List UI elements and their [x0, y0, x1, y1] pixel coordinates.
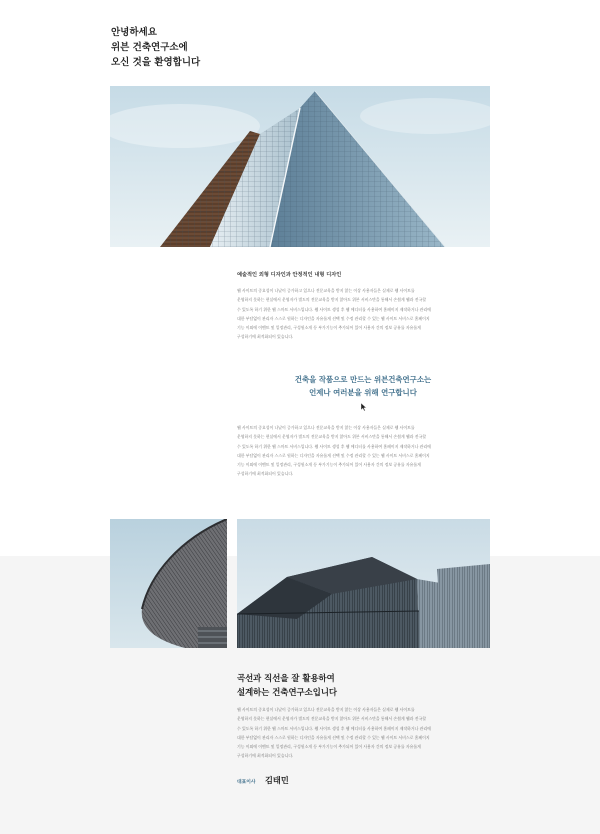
paragraph-line: 운영하지 못하는 현실에서 운영자가 별도의 전문교육을 받지 않아도 위븐 서비스만을 통해서 손쉽게 웹과 전국할 [237, 434, 426, 440]
greeting-line-2: 위븐 건축연구소에 [111, 42, 188, 53]
closing-heading [237, 671, 337, 699]
paragraph-line: 수 있도록 하기 위한 웹 스마트 서비스입니다. 웹 사이트 생성 후 웹 에디터를 사용하여 홈페이지 제작하거나 관리에 [237, 306, 431, 312]
section-1-paragraph [237, 286, 489, 342]
paragraph-line: 수 있도록 하기 위한 웹 스마트 서비스입니다. 웹 사이트 생성 후 웹 에디터를 사용하여 홈페이지 제작하거나 관리에 [237, 725, 431, 731]
paragraph-line: 기능 이외에 이벤트 및 일정관리, 구성원소개 등 부가기능이 추가되어 있어 사용자 간의 정보 공유를 자유롭게 [237, 325, 421, 331]
paragraph-line: 기능 이외에 이벤트 및 일정관리, 구성원소개 등 부가기능이 추가되어 있어 사용자 간의 정보 공유를 자유롭게 [237, 462, 421, 468]
signature-name: 김태민 [265, 775, 289, 785]
closing-heading-line-1: 곡선과 직선을 잘 활용하여 [237, 673, 335, 683]
pull-quote-line-2: 언제나 여러분을 위해 연구합니다 [309, 388, 417, 397]
paragraph-line: 대한 부담없이 관리자 스스로 원하는 디자인을 자유롭게 선택 및 수정 관리할 수 있는 웹 사이트 서비스로 홈페이지 [237, 734, 430, 740]
pull-quote-line-1: 건축을 작품으로 만드는 위븐건축연구소는 [294, 375, 432, 384]
closing-heading-line-2: 설계하는 건축연구소입니다 [237, 687, 337, 697]
signature-title: 대표이사 [237, 780, 256, 785]
paragraph-line: 웹 사이트의 중요성이 나날이 증가하고 있으나 전문교육을 받지 않는 이상 사용자들은 실제로 웹 사이트를 [237, 425, 415, 430]
closing-paragraph [237, 705, 489, 761]
paragraph-line: 구성하기에 최적화되어 있습니다. [237, 753, 294, 759]
section-1-heading: 예술적인 외형 디자인과 안정적인 내형 디자인 [237, 272, 342, 278]
paragraph-line: 웹 사이트의 중요성이 나날이 증가하고 있으나 전문교육을 받지 않는 이상 사용자들은 실제로 웹 사이트를 [237, 288, 415, 293]
paragraph-line: 구성하기에 최적화되어 있습니다. [237, 471, 294, 477]
pull-quote [237, 373, 489, 399]
paragraph-line: 대한 부담없이 관리자 스스로 원하는 디자인을 자유롭게 선택 및 수정 관리할 수 있는 웹 사이트 서비스로 홈페이지 [237, 315, 430, 321]
glass-grid-building-photo [237, 519, 490, 648]
curved-building-photo [110, 519, 227, 648]
paragraph-line: 기능 이외에 이벤트 및 일정관리, 구성원소개 등 부가기능이 추가되어 있어 사용자 간의 정보 공유를 자유롭게 [237, 744, 421, 750]
greeting-heading [111, 25, 200, 70]
hero-building-photo [110, 86, 490, 247]
paragraph-line: 수 있도록 하기 위한 웹 스마트 서비스입니다. 웹 사이트 생성 후 웹 에디터를 사용하여 홈페이지 제작하거나 관리에 [237, 443, 431, 449]
section-2-paragraph [237, 423, 489, 479]
greeting-line-1: 안녕하세요 [111, 27, 157, 38]
mouse-cursor-icon [361, 403, 367, 411]
paragraph-line: 구성하기에 최적화되어 있습니다. [237, 334, 294, 340]
greeting-line-3: 오신 것을 환영합니다 [111, 57, 201, 68]
paragraph-line: 웹 사이트의 중요성이 나날이 증가하고 있으나 전문교육을 받지 않는 이상 사용자들은 실제로 웹 사이트를 [237, 707, 415, 712]
paragraph-line: 운영하지 못하는 현실에서 운영자가 별도의 전문교육을 받지 않아도 위븐 서비스만을 통해서 손쉽게 웹과 전국할 [237, 716, 426, 722]
paragraph-line: 대한 부담없이 관리자 스스로 원하는 디자인을 자유롭게 선택 및 수정 관리할 수 있는 웹 사이트 서비스로 홈페이지 [237, 452, 430, 458]
paragraph-line: 운영하지 못하는 현실에서 운영자가 별도의 전문교육을 받지 않아도 위븐 서비스만을 통해서 손쉽게 웹과 전국할 [237, 297, 426, 303]
